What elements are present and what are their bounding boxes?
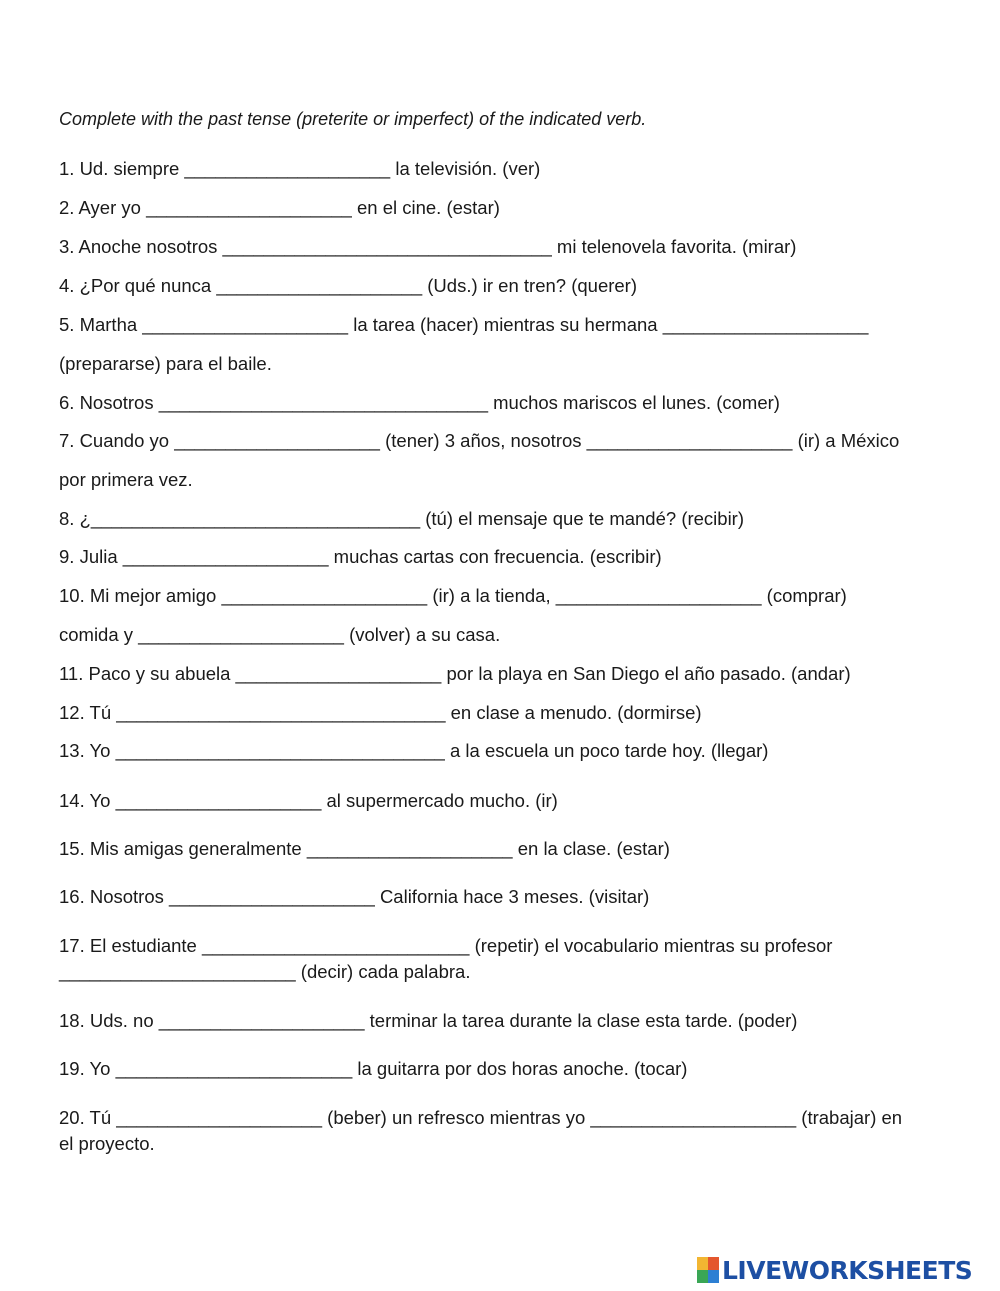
exercise-line: 16. Nosotros ____________________ California hace 3 meses. (visitar) [59,886,650,907]
exercise-line: 18. Uds. no ____________________ terminar la tarea durante la clase esta tarde. (poder) [59,1010,798,1031]
exercise-line: 6. Nosotros ________________________________ muchos mariscos el lunes. (comer) [59,392,780,413]
exercise-line: 17. El estudiante __________________________ (repetir) el vocabulario mientras su profesor [59,935,833,956]
exercise-line: _______________________ (decir) cada palabra. [59,961,471,982]
exercise-line: 11. Paco y su abuela ____________________ por la playa en San Diego el año pasado. (andar) [59,663,851,684]
exercise-line: 9. Julia ____________________ muchas cartas con frecuencia. (escribir) [59,546,662,567]
liveworksheets-mark-icon [697,1257,719,1283]
exercise-line: 19. Yo _______________________ la guitarra por dos horas anoche. (tocar) [59,1058,688,1079]
exercise-line: 13. Yo ________________________________ a la escuela un poco tarde hoy. (llegar) [59,740,769,761]
exercise-line: 20. Tú ____________________ (beber) un refresco mientras yo ____________________ (trabajar) en [59,1107,903,1128]
liveworksheets-logo [697,1255,972,1285]
exercise-line: 1. Ud. siempre ____________________ la televisión. (ver) [59,158,541,179]
instructions: Complete with the past tense (preterite or imperfect) of the indicated verb. [59,109,647,129]
exercise-line: por primera vez. [59,469,193,490]
exercise-line: 2. Ayer yo ____________________ en el cine. (estar) [59,197,500,218]
exercise-line: el proyecto. [59,1133,155,1154]
exercise-line: 3. Anoche nosotros ________________________________ mi telenovela favorita. (mirar) [59,236,797,257]
exercise-line: comida y ____________________ (volver) a su casa. [59,624,501,645]
exercise-line: 14. Yo ____________________ al supermercado mucho. (ir) [59,790,558,811]
exercise-line: 15. Mis amigas generalmente ____________________ en la clase. (estar) [59,838,670,859]
exercise-line: 5. Martha ____________________ la tarea (hacer) mientras su hermana ____________________ [59,314,869,335]
exercise-line: 8. ¿________________________________ (tú) el mensaje que te mandé? (recibir) [59,508,745,529]
exercise-line: 10. Mi mejor amigo ____________________ (ir) a la tienda, ____________________ (comprar) [59,585,847,606]
logo-text: LIVEWORKSHEETS [722,1255,973,1285]
exercise-line: 7. Cuando yo ____________________ (tener) 3 años, nosotros ____________________ (ir) a México [59,430,900,451]
exercise-line: 12. Tú ________________________________ en clase a menudo. (dormirse) [59,702,702,723]
exercise-line: 4. ¿Por qué nunca ____________________ (Uds.) ir en tren? (querer) [59,275,637,296]
exercise-line: (prepararse) para el baile. [59,353,272,374]
